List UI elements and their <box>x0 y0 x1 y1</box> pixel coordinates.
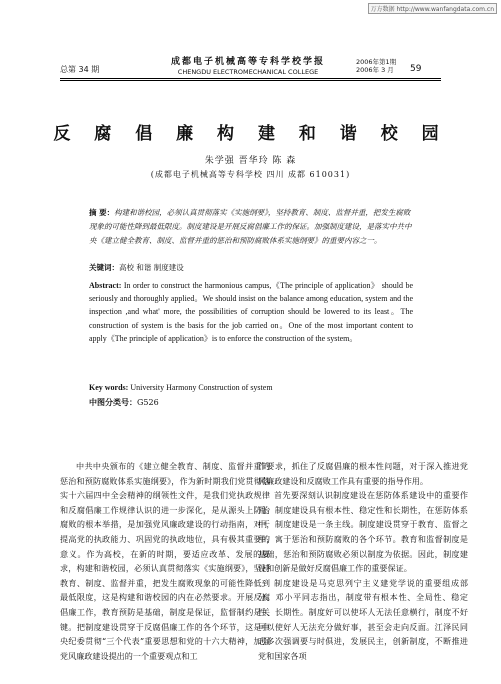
keywords-cn <box>89 262 184 273</box>
abstract-cn-text: 构建和谐校园，必须认真贯彻落实《实施纲要》，坚持教育、制度、监督并重，把发生腐败现象的可能性降到最低限度。制度建设是开展反腐倡廉工作的保证。加强制度建设，是落实中共中央《建立健全教育、制度、监督并重的惩治和预防腐败体系实施纲要》的重要内容之一。 <box>89 208 412 245</box>
authors: 朱学强 晋华玲 陈 森 <box>204 156 297 166</box>
journal-name <box>148 54 348 76</box>
body-left-column: 中共中央颁布的《建立健全教育、制度、监督并重的惩治和预防腐败体系实施纲要》，作为新时期我们党贯彻落实十六届四中全会精神的纲领性文件，是我们党执政规律和反腐倡廉工作规律认识的进一步深化，是从源头上防治腐败的根本举措，是加强党风廉政建设的行动指南，对于提高党的执政能力、巩固党的执政地位，具有极其重要的意义。作为高校，在新的时期，要适应改革、发展的要求，构建和谐校园，必须认真贯彻落实《实施纲要》，坚持教育、制度、监督并重，把发生腐败现象的可能性降低到最低限度，这是构建和谐校园的内在必然要求。开展反腐倡廉工作，教育预防是基础，制度是保证，监督制约是关键。把制度建设贯穿于反腐倡廉工作的各个环节，这是中央纪委贯彻“三个代表”重要思想和党的十六大精神，加强党风廉政建设提出的一个重要观点和工 <box>60 461 270 661</box>
journal-name-en: CHENGDU ELECTROMECHANICAL COLLEGE <box>177 68 319 76</box>
abstract-en-text: In order to construct the harmonious campus,《The principle of application》 should be seriously and thoroughly applied。We should insist on the balance among education, system and the inspection ,and what' more, the possibilities of corruption should be lowered to its least。The construction of system is the basis for the job carried on。One of the most important content to apply《The principle of application》is to enforce the construction of the system。 <box>89 281 413 343</box>
abstract-en <box>89 279 413 345</box>
issue-info <box>356 58 396 74</box>
journal-header <box>0 46 501 86</box>
body-paragraph: 制度建设是马克思列宁主义建党学说的重要组成部分。邓小平同志指出，制度带有根本性、全局性、稳定性、长期性。制度好可以使坏人无法任意横行，制度不好可以使好人无法充分做好事，甚至会走向反面。江泽民同志多次强调要与时俱进，发展民主，创新制度，不断推进党和国家各项 <box>258 577 468 661</box>
body-right-column <box>258 459 468 663</box>
keywords-cn-text: 高校 和谐 制度建设 <box>119 263 184 272</box>
abstract-cn <box>89 206 413 248</box>
abstract-en-label: Abstract: <box>89 281 122 290</box>
classification-number <box>89 397 159 408</box>
classification-value: G526 <box>137 398 159 407</box>
issue-line-1: 2006年第1期 <box>356 58 397 66</box>
header-rule-secondary <box>60 80 441 81</box>
keywords-en-text: University Harmony Construction of system <box>128 383 273 392</box>
volume-number: 总第 34 期 <box>60 65 100 74</box>
article-title: 反 腐 倡 廉 构 建 和 谐 校 园 <box>53 124 448 144</box>
abstract-cn-label: 摘 要： <box>89 208 115 217</box>
header-rule <box>60 78 441 79</box>
keywords-en-label: Key words: <box>89 383 129 392</box>
keywords-en <box>89 383 273 392</box>
affiliation: (成都电子机械高等专科学校 四川 成都 610031) <box>150 170 351 179</box>
watermark: 万方数据 http://www.wanfangdata.com.cn <box>368 3 497 14</box>
journal-name-cn: 成都电子机械高等专科学校学报 <box>170 57 325 67</box>
page-number: 59 <box>410 64 422 74</box>
classification-label: 中图分类号： <box>89 397 137 407</box>
body-paragraph: 首先要深刻认识制度建设在惩防体系建设中的重要作用。制度建设具有根本性、稳定性和长期性，在惩防体系中，制度建设是一条主线。制度建设贯穿于教育、监督之中，寓于惩治和预防腐败的各个环节。教育和监督制度是基础，惩治和预防腐败必须以制度为依据。因此，制度建设和创新是做好反腐倡廉工作的重要保证。 <box>258 490 468 574</box>
issue-line-2: 2006年 3 月 <box>356 66 394 74</box>
body-paragraph: 作要求，抓住了反腐倡廉的根本性问题，对于深入推进党风廉政建设和反腐败工作具有重要的指导作用。 <box>258 461 468 486</box>
keywords-cn-label: 关键词： <box>89 263 119 272</box>
